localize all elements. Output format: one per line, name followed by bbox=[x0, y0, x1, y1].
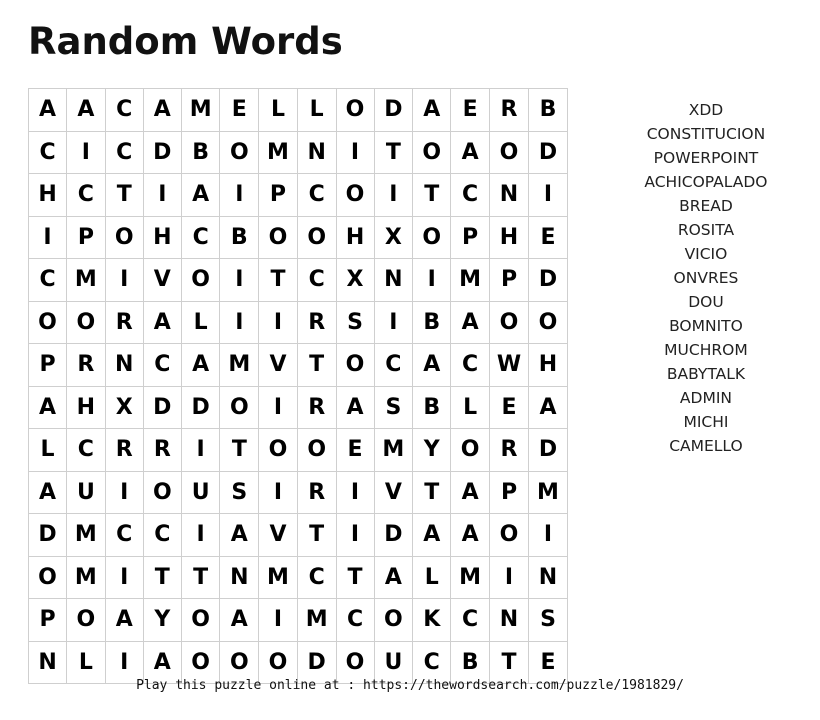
list-item[interactable]: ADMIN bbox=[679, 389, 732, 407]
grid-cell[interactable]: N bbox=[105, 344, 143, 387]
grid-cell[interactable]: O bbox=[336, 641, 374, 684]
list-item[interactable]: CONSTITUCION bbox=[646, 125, 766, 143]
grid-cell[interactable]: R bbox=[105, 429, 143, 472]
grid-cell[interactable]: I bbox=[105, 471, 143, 514]
grid-cell[interactable]: A bbox=[413, 514, 451, 557]
grid-cell[interactable]: C bbox=[413, 641, 451, 684]
grid-cell[interactable]: L bbox=[67, 641, 106, 684]
grid-cell[interactable]: M bbox=[374, 429, 413, 472]
grid-cell[interactable]: O bbox=[489, 301, 528, 344]
grid-cell[interactable]: O bbox=[529, 301, 568, 344]
grid-cell[interactable]: C bbox=[105, 89, 143, 132]
grid-cell[interactable]: E bbox=[336, 429, 374, 472]
grid-cell[interactable]: H bbox=[336, 216, 374, 259]
grid-cell[interactable]: M bbox=[220, 344, 259, 387]
list-item[interactable]: MUCHROM bbox=[664, 341, 748, 359]
table-row bbox=[29, 259, 568, 302]
table-row bbox=[29, 429, 568, 472]
grid-cell[interactable]: O bbox=[451, 429, 490, 472]
grid-cell[interactable]: R bbox=[297, 301, 336, 344]
grid-cell[interactable]: A bbox=[105, 599, 143, 642]
grid-cell[interactable]: N bbox=[374, 259, 413, 302]
grid-cell[interactable]: A bbox=[143, 301, 181, 344]
grid-cell[interactable]: I bbox=[529, 514, 568, 557]
grid-cell[interactable]: R bbox=[67, 344, 106, 387]
grid-cell[interactable]: B bbox=[413, 301, 451, 344]
grid-cell[interactable]: N bbox=[529, 556, 568, 599]
grid-cell[interactable]: A bbox=[181, 174, 220, 217]
grid-cell[interactable]: B bbox=[451, 641, 490, 684]
grid-cell[interactable]: D bbox=[297, 641, 336, 684]
grid-cell[interactable]: V bbox=[259, 344, 298, 387]
list-item[interactable]: ONVRES bbox=[673, 269, 739, 287]
grid-cell[interactable]: P bbox=[489, 259, 528, 302]
grid-cell[interactable]: L bbox=[29, 429, 67, 472]
grid-cell[interactable]: H bbox=[489, 216, 528, 259]
grid-cell[interactable]: E bbox=[489, 386, 528, 429]
grid-cell[interactable]: A bbox=[29, 386, 67, 429]
table-row bbox=[29, 89, 568, 132]
grid-cell[interactable]: V bbox=[374, 471, 413, 514]
grid-cell[interactable]: P bbox=[67, 216, 106, 259]
grid-cell[interactable]: P bbox=[29, 599, 67, 642]
grid-cell[interactable]: I bbox=[489, 556, 528, 599]
grid-cell[interactable]: O bbox=[297, 216, 336, 259]
grid-cell[interactable]: X bbox=[105, 386, 143, 429]
grid-cell[interactable]: S bbox=[529, 599, 568, 642]
grid-cell[interactable]: P bbox=[259, 174, 298, 217]
grid-cell[interactable]: A bbox=[451, 514, 490, 557]
grid-cell[interactable]: V bbox=[259, 514, 298, 557]
grid-cell[interactable]: C bbox=[374, 344, 413, 387]
word-search-grid[interactable] bbox=[28, 88, 568, 684]
grid-cell[interactable]: N bbox=[220, 556, 259, 599]
grid-cell[interactable]: A bbox=[413, 89, 451, 132]
grid-cell[interactable]: D bbox=[374, 514, 413, 557]
grid-cell[interactable]: O bbox=[143, 471, 181, 514]
grid-cell[interactable]: O bbox=[181, 259, 220, 302]
table-row bbox=[29, 216, 568, 259]
table-row bbox=[29, 556, 568, 599]
list-item[interactable]: DOU bbox=[688, 293, 724, 311]
grid-cell[interactable]: N bbox=[489, 599, 528, 642]
grid-cell[interactable]: C bbox=[67, 429, 106, 472]
grid-cell[interactable]: T bbox=[413, 471, 451, 514]
grid-cell[interactable]: O bbox=[413, 216, 451, 259]
grid-cell[interactable]: I bbox=[181, 514, 220, 557]
grid-cell[interactable]: I bbox=[143, 174, 181, 217]
grid-cell[interactable]: X bbox=[374, 216, 413, 259]
list-item[interactable]: XDD bbox=[688, 101, 724, 119]
grid-cell[interactable]: I bbox=[336, 514, 374, 557]
grid-cell[interactable]: A bbox=[451, 301, 490, 344]
grid-cell[interactable]: T bbox=[374, 131, 413, 174]
grid-cell[interactable]: O bbox=[297, 429, 336, 472]
grid-cell[interactable]: D bbox=[529, 131, 568, 174]
grid-cell[interactable]: I bbox=[374, 301, 413, 344]
grid-cell[interactable]: C bbox=[143, 344, 181, 387]
grid-cell[interactable]: P bbox=[451, 216, 490, 259]
grid-cell[interactable]: H bbox=[529, 344, 568, 387]
grid-cell[interactable]: A bbox=[29, 471, 67, 514]
list-item[interactable]: CAMELLO bbox=[669, 437, 743, 455]
grid-cell[interactable]: A bbox=[529, 386, 568, 429]
table-row bbox=[29, 471, 568, 514]
grid-cell[interactable]: L bbox=[451, 386, 490, 429]
grid-cell[interactable]: I bbox=[259, 386, 298, 429]
grid-cell[interactable]: L bbox=[181, 301, 220, 344]
grid-cell[interactable]: K bbox=[413, 599, 451, 642]
grid-cell[interactable]: O bbox=[29, 556, 67, 599]
grid-cell[interactable]: M bbox=[451, 259, 490, 302]
list-item[interactable]: VICIO bbox=[684, 245, 728, 263]
list-item[interactable]: MICHI bbox=[683, 413, 729, 431]
grid-cell[interactable]: H bbox=[29, 174, 67, 217]
grid-cell[interactable]: C bbox=[451, 599, 490, 642]
word-list bbox=[620, 88, 792, 458]
grid-cell[interactable]: U bbox=[67, 471, 106, 514]
grid-cell[interactable]: I bbox=[220, 174, 259, 217]
list-item[interactable]: ACHICOPALADO bbox=[644, 173, 768, 191]
grid-cell[interactable]: O bbox=[181, 641, 220, 684]
grid-body bbox=[29, 89, 568, 684]
grid-cell[interactable]: O bbox=[220, 131, 259, 174]
grid-cell[interactable]: O bbox=[489, 514, 528, 557]
grid-cell[interactable]: M bbox=[67, 556, 106, 599]
grid-cell[interactable]: A bbox=[29, 89, 67, 132]
grid-cell[interactable]: I bbox=[259, 599, 298, 642]
grid-cell[interactable]: C bbox=[181, 216, 220, 259]
grid-cell[interactable]: C bbox=[29, 131, 67, 174]
grid-cell[interactable]: E bbox=[529, 216, 568, 259]
grid-cell[interactable]: E bbox=[220, 89, 259, 132]
grid-cell[interactable]: I bbox=[259, 301, 298, 344]
grid-cell[interactable]: R bbox=[297, 386, 336, 429]
grid-cell[interactable]: O bbox=[259, 216, 298, 259]
grid-cell[interactable]: P bbox=[489, 471, 528, 514]
grid-cell[interactable]: M bbox=[181, 89, 220, 132]
grid-cell[interactable]: T bbox=[259, 259, 298, 302]
grid-cell[interactable]: I bbox=[413, 259, 451, 302]
grid-cell[interactable]: D bbox=[374, 89, 413, 132]
table-row bbox=[29, 514, 568, 557]
grid-cell[interactable]: T bbox=[220, 429, 259, 472]
grid-cell[interactable]: M bbox=[259, 556, 298, 599]
grid-cell[interactable]: A bbox=[67, 89, 106, 132]
grid-cell[interactable]: L bbox=[413, 556, 451, 599]
grid-cell[interactable]: O bbox=[336, 344, 374, 387]
grid-cell[interactable]: D bbox=[181, 386, 220, 429]
grid-cell[interactable]: C bbox=[143, 514, 181, 557]
grid-cell[interactable]: C bbox=[29, 259, 67, 302]
grid-cell[interactable]: O bbox=[220, 386, 259, 429]
grid-cell[interactable]: C bbox=[336, 599, 374, 642]
grid-cell[interactable]: O bbox=[259, 641, 298, 684]
grid-cell[interactable]: P bbox=[29, 344, 67, 387]
grid-cell[interactable]: O bbox=[105, 216, 143, 259]
grid-cell[interactable]: W bbox=[489, 344, 528, 387]
grid-cell[interactable]: B bbox=[181, 131, 220, 174]
grid-cell[interactable]: A bbox=[143, 89, 181, 132]
grid-cell[interactable]: O bbox=[336, 174, 374, 217]
grid-cell[interactable]: M bbox=[451, 556, 490, 599]
table-row bbox=[29, 344, 568, 387]
grid-cell[interactable]: I bbox=[220, 301, 259, 344]
grid-cell[interactable]: N bbox=[29, 641, 67, 684]
grid-cell[interactable]: C bbox=[105, 514, 143, 557]
grid-cell[interactable]: A bbox=[451, 131, 490, 174]
grid-cell[interactable]: T bbox=[413, 174, 451, 217]
grid-cell[interactable]: T bbox=[181, 556, 220, 599]
table-row bbox=[29, 131, 568, 174]
grid-cell[interactable]: T bbox=[297, 514, 336, 557]
table-row bbox=[29, 174, 568, 217]
grid-cell[interactable]: O bbox=[374, 599, 413, 642]
grid-cell[interactable]: R bbox=[143, 429, 181, 472]
grid-cell[interactable]: R bbox=[297, 471, 336, 514]
grid-cell[interactable]: C bbox=[105, 131, 143, 174]
grid-cell[interactable]: T bbox=[143, 556, 181, 599]
grid-cell[interactable]: B bbox=[413, 386, 451, 429]
grid-cell[interactable]: H bbox=[143, 216, 181, 259]
grid-cell[interactable]: S bbox=[336, 301, 374, 344]
grid-cell[interactable]: A bbox=[220, 599, 259, 642]
grid-cell[interactable]: B bbox=[220, 216, 259, 259]
grid-cell[interactable]: S bbox=[374, 386, 413, 429]
grid-cell[interactable]: D bbox=[143, 131, 181, 174]
grid-cell[interactable]: M bbox=[67, 259, 106, 302]
grid-cell[interactable]: M bbox=[297, 599, 336, 642]
grid-cell[interactable]: A bbox=[181, 344, 220, 387]
grid-cell[interactable]: N bbox=[297, 131, 336, 174]
table-row bbox=[29, 386, 568, 429]
grid-cell[interactable]: C bbox=[451, 174, 490, 217]
grid-cell[interactable]: H bbox=[67, 386, 106, 429]
grid-cell[interactable]: O bbox=[29, 301, 67, 344]
grid-cell[interactable]: V bbox=[143, 259, 181, 302]
grid-cell[interactable]: D bbox=[529, 259, 568, 302]
grid-cell[interactable]: I bbox=[29, 216, 67, 259]
grid-cell[interactable]: O bbox=[413, 131, 451, 174]
grid-cell[interactable]: A bbox=[220, 514, 259, 557]
grid-cell[interactable]: O bbox=[259, 429, 298, 472]
grid-cell[interactable]: N bbox=[489, 174, 528, 217]
grid-cell[interactable]: D bbox=[143, 386, 181, 429]
list-item[interactable]: BOMNITO bbox=[669, 317, 743, 335]
grid-cell[interactable]: B bbox=[529, 89, 568, 132]
grid-cell[interactable]: D bbox=[529, 429, 568, 472]
grid-cell[interactable]: O bbox=[220, 641, 259, 684]
grid-cell[interactable]: R bbox=[489, 89, 528, 132]
grid-cell[interactable]: I bbox=[336, 471, 374, 514]
grid-cell[interactable]: Y bbox=[413, 429, 451, 472]
grid-cell[interactable]: T bbox=[297, 344, 336, 387]
grid-cell[interactable]: A bbox=[143, 641, 181, 684]
grid-cell[interactable]: D bbox=[29, 514, 67, 557]
grid-cell[interactable]: I bbox=[529, 174, 568, 217]
grid-cell[interactable]: X bbox=[336, 259, 374, 302]
grid-cell[interactable]: O bbox=[67, 599, 106, 642]
page-title: Random Words bbox=[28, 20, 343, 63]
grid-cell[interactable]: I bbox=[181, 429, 220, 472]
grid-cell[interactable]: T bbox=[105, 174, 143, 217]
grid-cell[interactable]: I bbox=[374, 174, 413, 217]
list-item[interactable]: BREAD bbox=[679, 197, 733, 215]
grid-cell[interactable]: O bbox=[336, 89, 374, 132]
grid-cell[interactable]: A bbox=[336, 386, 374, 429]
grid-cell[interactable]: I bbox=[105, 556, 143, 599]
grid-cell[interactable]: C bbox=[451, 344, 490, 387]
grid-cell[interactable]: R bbox=[105, 301, 143, 344]
grid-cell[interactable]: L bbox=[259, 89, 298, 132]
grid-cell[interactable]: E bbox=[451, 89, 490, 132]
list-item[interactable]: BABYTALK bbox=[666, 365, 746, 383]
grid-cell[interactable]: U bbox=[374, 641, 413, 684]
grid-cell[interactable]: E bbox=[529, 641, 568, 684]
grid-cell[interactable]: A bbox=[374, 556, 413, 599]
grid-cell[interactable]: O bbox=[67, 301, 106, 344]
grid-cell[interactable]: M bbox=[67, 514, 106, 557]
grid-cell[interactable]: C bbox=[297, 174, 336, 217]
grid-cell[interactable]: C bbox=[297, 556, 336, 599]
grid-cell[interactable]: I bbox=[336, 131, 374, 174]
grid-cell[interactable]: I bbox=[67, 131, 106, 174]
grid-cell[interactable]: L bbox=[297, 89, 336, 132]
grid-cell[interactable]: A bbox=[451, 471, 490, 514]
puzzle-content bbox=[28, 88, 792, 684]
grid-cell[interactable]: M bbox=[529, 471, 568, 514]
grid-cell[interactable]: T bbox=[489, 641, 528, 684]
grid-cell[interactable]: C bbox=[67, 174, 106, 217]
footer-url: Play this puzzle online at : https://thewordsearch.com/puzzle/1981829/ bbox=[136, 678, 684, 693]
grid-cell[interactable]: I bbox=[105, 641, 143, 684]
grid-cell[interactable]: O bbox=[181, 599, 220, 642]
grid-cell[interactable]: U bbox=[181, 471, 220, 514]
grid-cell[interactable]: M bbox=[259, 131, 298, 174]
grid-cell[interactable]: O bbox=[489, 131, 528, 174]
grid-cell[interactable]: I bbox=[105, 259, 143, 302]
grid-cell[interactable]: R bbox=[489, 429, 528, 472]
table-row bbox=[29, 599, 568, 642]
table-row bbox=[29, 301, 568, 344]
grid-cell[interactable]: C bbox=[297, 259, 336, 302]
grid-cell[interactable]: Y bbox=[143, 599, 181, 642]
grid-cell[interactable]: T bbox=[336, 556, 374, 599]
list-item[interactable]: POWERPOINT bbox=[653, 149, 759, 167]
grid-cell[interactable]: S bbox=[220, 471, 259, 514]
grid-cell[interactable]: I bbox=[259, 471, 298, 514]
list-item[interactable]: ROSITA bbox=[677, 221, 735, 239]
grid-cell[interactable]: I bbox=[220, 259, 259, 302]
grid-cell[interactable]: A bbox=[413, 344, 451, 387]
